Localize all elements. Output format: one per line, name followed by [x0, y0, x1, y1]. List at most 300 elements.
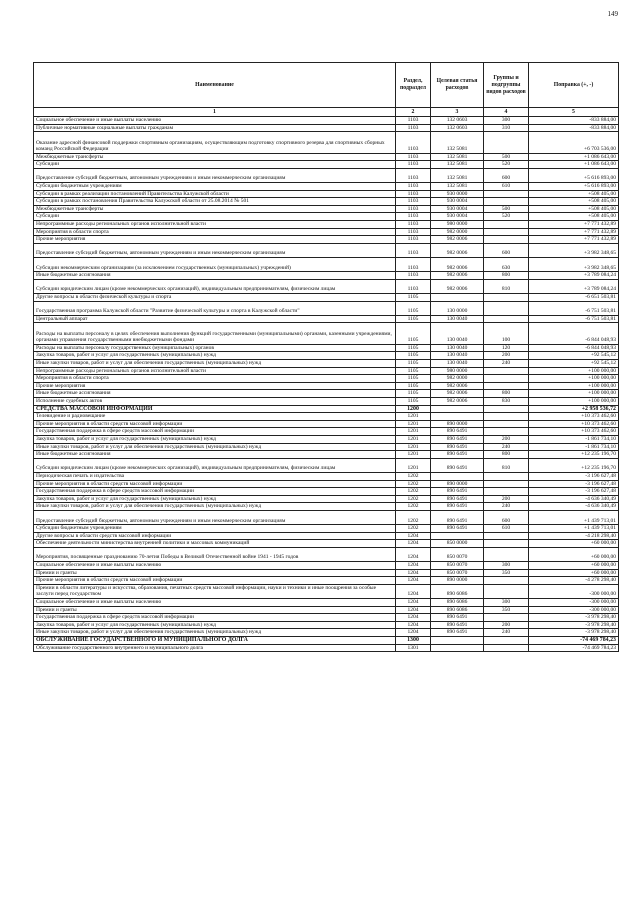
row-amount: +10 373 462,60 [529, 428, 619, 436]
table-row [34, 532, 619, 540]
row-amount: +2 958 536,72 [529, 405, 619, 413]
row-group: 500 [484, 153, 529, 161]
row-amount: +508 405,00 [529, 198, 619, 206]
table-row [34, 117, 619, 125]
row-target: 890 6491 [431, 629, 484, 637]
table-body [34, 117, 619, 652]
row-section: 1105 [396, 382, 431, 390]
table-row [34, 279, 619, 293]
row-group: 200 [484, 435, 529, 443]
row-section: 1105 [396, 360, 431, 368]
row-amount: +60 000,00 [529, 540, 619, 548]
budget-amendments-table [33, 62, 619, 652]
row-group [484, 614, 529, 622]
row-amount: +1 439 713,01 [529, 510, 619, 524]
row-group [484, 480, 529, 488]
row-group [484, 532, 529, 540]
row-target: 890 6491 [431, 458, 484, 472]
row-name: Мероприятия в области спорта [34, 228, 396, 236]
row-group [484, 540, 529, 548]
row-target: 890 6491 [431, 495, 484, 503]
row-group [484, 382, 529, 390]
row-section: 1105 [396, 315, 431, 323]
table-row [34, 367, 619, 375]
row-name: Прочие мероприятия [34, 236, 396, 244]
row-section: 1204 [396, 629, 431, 637]
row-group: 810 [484, 458, 529, 472]
row-amount: +5 616 893,00 [529, 168, 619, 182]
row-name: Субсидии в рамках постановления Правительства Калужской области от 25.08.2014 № 501 [34, 198, 396, 206]
table-row [34, 614, 619, 622]
row-amount: +60 000,00 [529, 547, 619, 561]
row-name: ОБСЛУЖИВАНИЕ ГОСУДАРСТВЕННОГО И МУНИЦИПАЛЬНОГО ДОЛГА [34, 637, 396, 645]
row-name: Публичные нормативные социальные выплаты гражданам [34, 124, 396, 132]
row-name: Предоставление субсидий бюджетным, автономным учреждениям и иным некоммерческим организациям [34, 510, 396, 524]
row-target: 890 6491 [431, 428, 484, 436]
table-row [34, 190, 619, 198]
row-amount: -6 844 048,93 [529, 344, 619, 352]
row-name: Государственная поддержка в сфере средств массовой информации [34, 428, 396, 436]
row-name: Прочие мероприятия в области средств массовой информации [34, 480, 396, 488]
row-name: Межбюджетные трансферты [34, 205, 396, 213]
row-group: 120 [484, 344, 529, 352]
table-row [34, 621, 619, 629]
row-section: 1204 [396, 562, 431, 570]
row-name: Субсидии [34, 161, 396, 169]
table-row [34, 323, 619, 345]
row-section: 1202 [396, 503, 431, 511]
row-amount: +100 000,00 [529, 390, 619, 398]
row-name: Иные бюджетные ассигнования [34, 390, 396, 398]
header-amendment: Поправка (+, -) [529, 63, 619, 108]
row-group [484, 198, 529, 206]
row-group: 600 [484, 510, 529, 524]
row-name: Социальное обеспечение и иные выплаты населению [34, 562, 396, 570]
row-amount: +12 235 196,70 [529, 458, 619, 472]
row-group: 100 [484, 323, 529, 345]
table-row [34, 375, 619, 383]
row-amount: -833 884,00 [529, 124, 619, 132]
table-row [34, 352, 619, 360]
row-amount: +60 000,00 [529, 569, 619, 577]
row-section: 1103 [396, 161, 431, 169]
row-name: Субсидии юридическим лицам (кроме некоммерческих организаций), индивидуальным предпринимателям, физическим лицам [34, 458, 396, 472]
row-section: 1103 [396, 183, 431, 191]
row-target: 890 6086 [431, 606, 484, 614]
table-row [34, 258, 619, 272]
row-amount: -3 196 627,48 [529, 488, 619, 496]
row-name: Иные закупки товаров, работ и услуг для обеспечения государственных (муниципальных) нужд [34, 360, 396, 368]
row-target: 890 6491 [431, 510, 484, 524]
row-section: 1103 [396, 228, 431, 236]
row-name: Субсидии бюджетным учреждениям [34, 525, 396, 533]
row-amount: -3 978 298,40 [529, 629, 619, 637]
table-row [34, 390, 619, 398]
row-name: Исполнение судебных актов [34, 398, 396, 406]
header-num-1: 1 [34, 108, 396, 117]
row-section: 1103 [396, 279, 431, 293]
row-section: 1105 [396, 375, 431, 383]
row-name: Обеспечение деятельности министерства внутренней политики и массовых коммуникаций [34, 540, 396, 548]
row-group: 800 [484, 390, 529, 398]
row-target: 982 0006 [431, 243, 484, 257]
row-section: 1103 [396, 198, 431, 206]
row-target: 982 0000 [431, 375, 484, 383]
row-section: 1103 [396, 243, 431, 257]
row-group: 810 [484, 279, 529, 293]
header-num-5: 5 [529, 108, 619, 117]
row-target [431, 405, 484, 413]
row-section: 1204 [396, 584, 431, 598]
row-amount: +92 545,12 [529, 352, 619, 360]
row-target: 890 6491 [431, 443, 484, 451]
row-amount: +1 086 643,00 [529, 153, 619, 161]
row-section: 1105 [396, 301, 431, 315]
row-target [431, 637, 484, 645]
row-section: 1105 [396, 293, 431, 301]
row-group [484, 315, 529, 323]
row-name: Прочие мероприятия в области средств массовой информации [34, 420, 396, 428]
row-name: Телевидение и радиовещание [34, 413, 396, 421]
row-target: 930 0000 [431, 190, 484, 198]
row-name: Социальное обеспечение и иные выплаты населению [34, 599, 396, 607]
row-target: 930 0004 [431, 205, 484, 213]
header-section: Раздел, подраздел [396, 63, 431, 108]
row-target: 890 6491 [431, 525, 484, 533]
row-target: 982 0000 [431, 228, 484, 236]
table-row [34, 428, 619, 436]
row-amount: +508 405,00 [529, 205, 619, 213]
row-group [484, 375, 529, 383]
row-name: Иные закупки товаров, работ и услуг для обеспечения государственных (муниципальных) нужд [34, 503, 396, 511]
row-section: 1105 [396, 398, 431, 406]
row-amount: -4 636 340,49 [529, 495, 619, 503]
row-amount: +1 439 713,01 [529, 525, 619, 533]
row-group: 310 [484, 124, 529, 132]
row-target: 132 0603 [431, 117, 484, 125]
row-section: 1103 [396, 132, 431, 154]
row-section: 1105 [396, 344, 431, 352]
row-amount: -1 861 734,10 [529, 443, 619, 451]
row-section: 1103 [396, 168, 431, 182]
row-section: 1202 [396, 488, 431, 496]
row-name: Предоставление субсидий бюджетным, автономным учреждениям и иным некоммерческим организациям [34, 243, 396, 257]
row-amount: +3 789 084,24 [529, 272, 619, 280]
row-name: Прочие мероприятия [34, 382, 396, 390]
row-target: 890 6491 [431, 503, 484, 511]
row-group: 240 [484, 503, 529, 511]
row-section: 1200 [396, 405, 431, 413]
row-target: 890 0000 [431, 420, 484, 428]
row-amount: +10 373 462,60 [529, 420, 619, 428]
table-row [34, 503, 619, 511]
row-section: 1103 [396, 124, 431, 132]
row-target: 850 0070 [431, 562, 484, 570]
row-amount: +7 771 432,89 [529, 221, 619, 229]
row-group: 300 [484, 562, 529, 570]
table-row [34, 315, 619, 323]
row-section: 1201 [396, 435, 431, 443]
row-name: Государственная программа Калужской области "Развитие физической культуры и спорта в Калужской области" [34, 301, 396, 315]
row-section: 1204 [396, 547, 431, 561]
table-row [34, 510, 619, 524]
row-group [484, 132, 529, 154]
row-name: Непрограммные расходы региональных органов исполнительной власти [34, 221, 396, 229]
row-amount: -6 651 503,81 [529, 293, 619, 301]
row-group: 240 [484, 629, 529, 637]
row-section: 1103 [396, 205, 431, 213]
row-amount: +6 703 536,00 [529, 132, 619, 154]
row-target: 130 0040 [431, 315, 484, 323]
table-row [34, 344, 619, 352]
table-row [34, 451, 619, 459]
row-section: 1204 [396, 614, 431, 622]
row-target: 890 6491 [431, 488, 484, 496]
table-row [34, 213, 619, 221]
row-amount: -4 218 298,40 [529, 532, 619, 540]
row-name: Иные закупки товаров, работ и услуг для обеспечения государственных (муниципальных) нужд [34, 443, 396, 451]
table-row [34, 644, 619, 652]
row-amount: +100 000,00 [529, 382, 619, 390]
row-name: Субсидии некоммерческим организациям (за исключением государственных (муниципальных) учреждений) [34, 258, 396, 272]
row-name: Закупка товаров, работ и услуг для государственных (муниципальных) нужд [34, 352, 396, 360]
row-name: Премии и гранты [34, 606, 396, 614]
row-target: 890 0000 [431, 480, 484, 488]
table-row [34, 562, 619, 570]
row-section: 1201 [396, 420, 431, 428]
row-section: 1103 [396, 117, 431, 125]
row-name: Субсидии в рамках реализации постановлений Правительства Калужской области [34, 190, 396, 198]
row-amount: -3 196 627,48 [529, 480, 619, 488]
row-target: 130 0040 [431, 344, 484, 352]
row-amount: +92 545,12 [529, 360, 619, 368]
row-section: 1204 [396, 599, 431, 607]
table-row [34, 495, 619, 503]
row-group: 520 [484, 161, 529, 169]
row-group [484, 472, 529, 480]
row-target: 982 0006 [431, 236, 484, 244]
row-amount: -300 000,00 [529, 584, 619, 598]
row-group [484, 577, 529, 585]
row-target: 982 0006 [431, 258, 484, 272]
row-amount: +1 086 643,00 [529, 161, 619, 169]
row-group: 800 [484, 451, 529, 459]
row-name: Предоставление субсидий бюджетным, автономным учреждениям и иным некоммерческим организациям [34, 168, 396, 182]
table-row [34, 301, 619, 315]
page-number: 149 [607, 10, 618, 18]
row-section: 1202 [396, 510, 431, 524]
row-section: 1301 [396, 644, 431, 652]
row-section: 1201 [396, 443, 431, 451]
row-section: 1201 [396, 428, 431, 436]
table-row [34, 435, 619, 443]
table-row [34, 205, 619, 213]
row-amount: +60 000,00 [529, 562, 619, 570]
row-group: 200 [484, 352, 529, 360]
row-name: Закупка товаров, работ и услуг для государственных (муниципальных) нужд [34, 621, 396, 629]
row-amount: -3 196 627,48 [529, 472, 619, 480]
row-name: Субсидии [34, 213, 396, 221]
row-section: 1204 [396, 532, 431, 540]
row-group: 630 [484, 258, 529, 272]
row-target: 132 5081 [431, 132, 484, 154]
row-target [431, 293, 484, 301]
table-row [34, 293, 619, 301]
row-target: 890 6086 [431, 599, 484, 607]
row-amount: -833 884,00 [529, 117, 619, 125]
row-target: 130 0040 [431, 352, 484, 360]
row-name: Иные бюджетные ассигнования [34, 272, 396, 280]
row-name: Межбюджетные трансферты [34, 153, 396, 161]
row-target: 982 0006 [431, 279, 484, 293]
row-group [484, 420, 529, 428]
row-target: 130 0000 [431, 301, 484, 315]
table-row [34, 488, 619, 496]
row-section: 1204 [396, 569, 431, 577]
row-group [484, 301, 529, 315]
row-group: 300 [484, 599, 529, 607]
table-row [34, 236, 619, 244]
row-group [484, 644, 529, 652]
table-row [34, 443, 619, 451]
table-row [34, 629, 619, 637]
table-row [34, 183, 619, 191]
table-row [34, 606, 619, 614]
row-amount: +100 000,00 [529, 375, 619, 383]
row-target [431, 413, 484, 421]
row-amount: +100 000,00 [529, 367, 619, 375]
table-row [34, 480, 619, 488]
row-group: 830 [484, 398, 529, 406]
row-name: Премии в области литературы и искусства, образования, печатных средств массовой информации, науки и техники и иные поощрения за особые заслуги перед государством [34, 584, 396, 598]
table-row [34, 472, 619, 480]
row-amount: -4 636 340,49 [529, 503, 619, 511]
row-name: Субсидии юридическим лицам (кроме некоммерческих организаций), индивидуальным предпринимателям, физическим лицам [34, 279, 396, 293]
table-row [34, 398, 619, 406]
row-amount: -6 751 503,81 [529, 301, 619, 315]
table-row [34, 272, 619, 280]
row-section: 1202 [396, 480, 431, 488]
row-target: 850 0070 [431, 569, 484, 577]
row-target: 132 0603 [431, 124, 484, 132]
row-amount: +12 235 196,70 [529, 451, 619, 459]
row-amount: -1 861 734,10 [529, 435, 619, 443]
row-target: 132 5081 [431, 161, 484, 169]
row-group [484, 637, 529, 645]
row-target: 930 0004 [431, 198, 484, 206]
row-section: 1204 [396, 621, 431, 629]
row-name: Закупка товаров, работ и услуг для государственных (муниципальных) нужд [34, 495, 396, 503]
table-row [34, 420, 619, 428]
row-amount: -74 469 784,23 [529, 644, 619, 652]
row-name: Социальное обеспечение и иные выплаты населению [34, 117, 396, 125]
row-name: Закупка товаров, работ и услуг для государственных (муниципальных) нужд [34, 435, 396, 443]
row-target: 850 0000 [431, 540, 484, 548]
header-num-3: 3 [431, 108, 484, 117]
header-name: Наименование [34, 63, 396, 108]
row-target: 980 0000 [431, 221, 484, 229]
row-group: 240 [484, 443, 529, 451]
row-amount: -3 978 298,40 [529, 614, 619, 622]
row-group: 200 [484, 621, 529, 629]
row-amount: +10 373 462,60 [529, 413, 619, 421]
row-name: Государственная поддержка в сфере средств массовой информации [34, 614, 396, 622]
row-target: 130 0040 [431, 360, 484, 368]
row-name: Прочие мероприятия в области средств массовой информации [34, 577, 396, 585]
row-section: 1103 [396, 258, 431, 272]
row-group [484, 547, 529, 561]
row-name: Премии и гранты [34, 569, 396, 577]
row-section: 1201 [396, 458, 431, 472]
row-group: 240 [484, 360, 529, 368]
row-name: Расходы на выплаты персоналу в целях обеспечения выполнения функций государственными (муниципальными) органами, казенными учреждениями, органами управления государственными внебюджетными фондами [34, 323, 396, 345]
row-section: 1103 [396, 221, 431, 229]
row-group [484, 413, 529, 421]
row-group [484, 236, 529, 244]
row-group [484, 367, 529, 375]
row-group: 600 [484, 243, 529, 257]
table-row [34, 124, 619, 132]
row-target: 132 5081 [431, 153, 484, 161]
table-row [34, 569, 619, 577]
row-name: Субсидии бюджетным учреждениям [34, 183, 396, 191]
row-section: 1204 [396, 606, 431, 614]
row-group [484, 190, 529, 198]
table-row [34, 599, 619, 607]
row-name: Другие вопросы в области физической культуры и спорта [34, 293, 396, 301]
table-row [34, 458, 619, 472]
row-name: Оказание адресной финансовой поддержки спортивным организациям, осуществляющим подготовку спортивного резерва для спортивных сборных команд Российской Федерации [34, 132, 396, 154]
table-row [34, 577, 619, 585]
row-target: 130 0040 [431, 323, 484, 345]
row-section: 1202 [396, 472, 431, 480]
row-name: Расходы на выплаты персоналу государственных (муниципальных) органов [34, 344, 396, 352]
table-row [34, 168, 619, 182]
row-group [484, 488, 529, 496]
header-target: Целевая статья расходов [431, 63, 484, 108]
row-amount: +3 982 348,65 [529, 243, 619, 257]
row-target: 982 0006 [431, 382, 484, 390]
row-section: 1204 [396, 577, 431, 585]
row-amount: +508 405,00 [529, 190, 619, 198]
row-target: 132 5081 [431, 183, 484, 191]
row-amount: -6 751 503,81 [529, 315, 619, 323]
row-group: 600 [484, 168, 529, 182]
row-target: 850 0070 [431, 547, 484, 561]
row-group: 610 [484, 525, 529, 533]
row-amount: +7 771 432,89 [529, 228, 619, 236]
row-section: 1105 [396, 352, 431, 360]
table-row [34, 243, 619, 257]
table-row [34, 132, 619, 154]
row-target: 890 6491 [431, 451, 484, 459]
row-target: 890 6086 [431, 584, 484, 598]
row-section: 1103 [396, 190, 431, 198]
row-amount: -300 000,00 [529, 606, 619, 614]
row-target [431, 644, 484, 652]
row-target: 890 6491 [431, 621, 484, 629]
header-num-2: 2 [396, 108, 431, 117]
row-group: 350 [484, 606, 529, 614]
row-amount: -3 978 298,40 [529, 621, 619, 629]
row-target: 930 0004 [431, 213, 484, 221]
table-row [34, 540, 619, 548]
row-section: 1300 [396, 637, 431, 645]
row-name: Иные бюджетные ассигнования [34, 451, 396, 459]
row-group [484, 293, 529, 301]
row-section: 1105 [396, 390, 431, 398]
row-name: Другие вопросы в области средств массовой информации [34, 532, 396, 540]
